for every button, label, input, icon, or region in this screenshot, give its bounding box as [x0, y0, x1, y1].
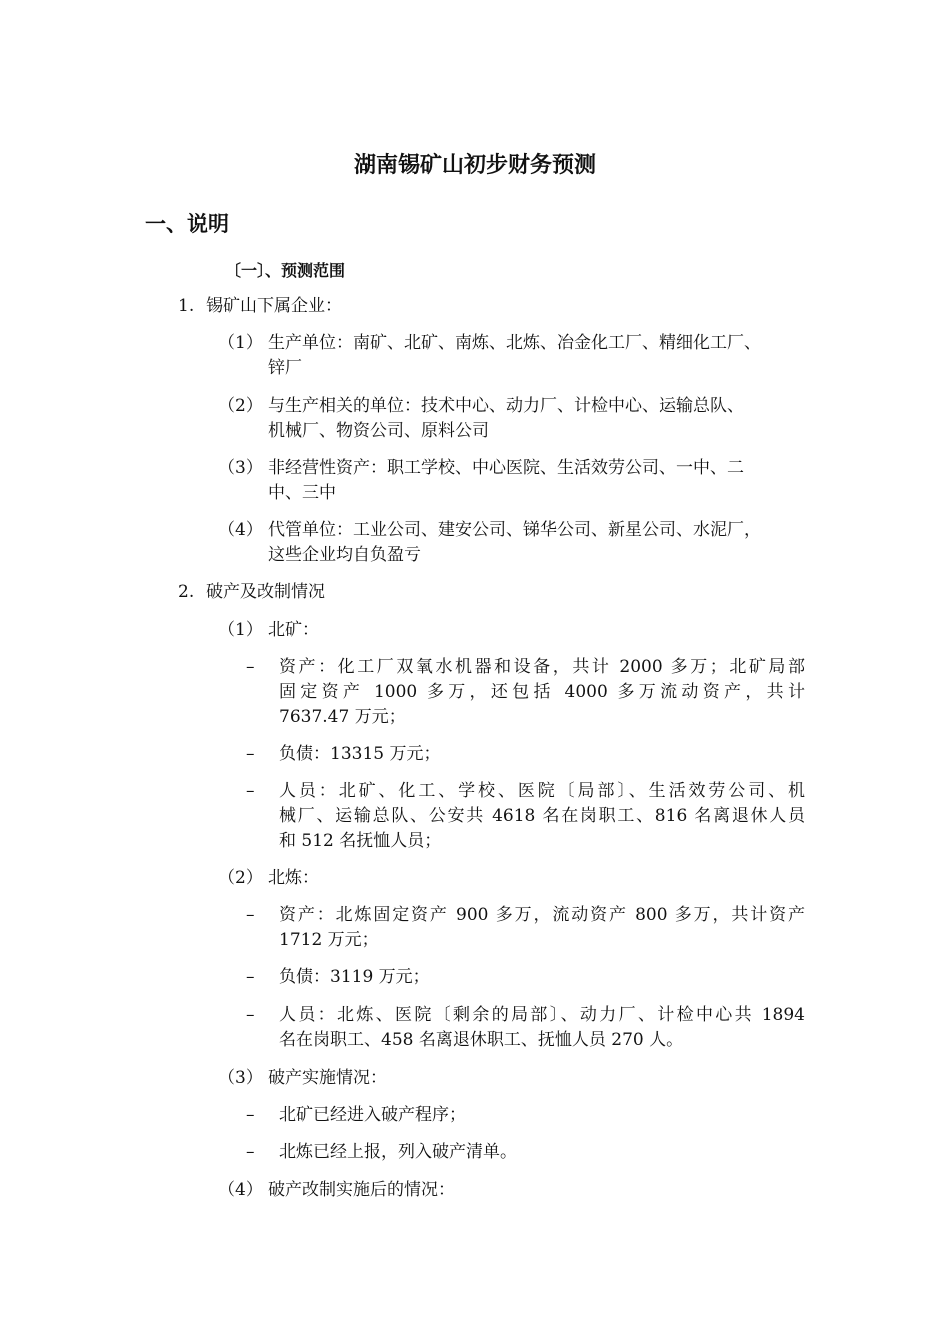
dash-bullet: –	[246, 657, 255, 677]
bullet-text: 资产：化工厂双氧水机器和设备，共计 2000 多万；北矿局部	[279, 657, 805, 677]
subitem-text: 中、三中	[268, 483, 336, 503]
subitem-text: 机械厂、物资公司、原料公司	[268, 421, 489, 441]
subitem-text: 这些企业均自负盈亏	[268, 545, 421, 565]
dash-bullet: –	[246, 1005, 255, 1025]
subitem-marker: （3）	[218, 1068, 263, 1088]
bullet-text: 负债：3119 万元；	[279, 967, 430, 987]
subitem-marker: （4）	[218, 1180, 263, 1200]
bullet-text: 名在岗职工、458 名离退休职工、抚恤人员 270 人。	[279, 1030, 684, 1050]
subitem-marker: （2）	[218, 868, 263, 888]
subitem-marker: （4）	[218, 520, 263, 540]
item-heading: 锡矿山下属企业：	[206, 296, 342, 316]
dash-bullet: –	[246, 905, 255, 925]
subitem-label: 破产实施情况：	[268, 1068, 387, 1088]
subitem-marker: （2）	[218, 396, 263, 416]
subitem-text: 非经营性资产：职工学校、中心医院、生活效劳公司、一中、二	[268, 458, 744, 478]
subitem-marker: （1）	[218, 620, 263, 640]
subitem-text: 锌厂	[268, 358, 302, 378]
subitem-label: 北矿：	[268, 620, 319, 640]
subitem-marker: （3）	[218, 458, 263, 478]
bullet-text: 和 512 名抚恤人员；	[279, 831, 442, 851]
item-heading: 破产及改制情况	[206, 582, 325, 602]
dash-bullet: –	[246, 1105, 255, 1125]
bullet-text: 人员：北炼、医院〔剩余的局部〕、动力厂、计检中心共 1894	[279, 1005, 805, 1025]
subitem-text: 与生产相关的单位：技术中心、动力厂、计检中心、运输总队、	[268, 396, 744, 416]
document-title: 湖南锡矿山初步财务预测	[353, 153, 596, 178]
subitem-label: 破产改制实施后的情况：	[268, 1180, 455, 1200]
bullet-text: 人员：北矿、化工、学校、医院〔局部〕、生活效劳公司、机	[279, 781, 805, 801]
bullet-text: 北矿已经进入破产程序；	[279, 1105, 466, 1125]
subsection-heading: 〔一〕、预测范围	[225, 261, 346, 280]
bullet-text: 北炼已经上报，列入破产清单。	[279, 1142, 517, 1162]
dash-bullet: –	[246, 744, 255, 764]
bullet-text: 资产：北炼固定资产 900 多万，流动资产 800 多万，共计资产	[279, 905, 805, 925]
dash-bullet: –	[246, 781, 255, 801]
bullet-text: 1712 万元；	[279, 930, 379, 950]
section-heading: 一、说明	[145, 212, 229, 236]
bullet-text: 固定资产 1000 多万，还包括 4000 多万流动资产，共计	[279, 682, 805, 702]
subitem-marker: （1）	[218, 333, 263, 353]
subitem-text: 代管单位：工业公司、建安公司、锑华公司、新星公司、水泥厂，	[268, 520, 761, 540]
bullet-text: 负债：13315 万元；	[279, 744, 441, 764]
bullet-text: 械厂、运输总队、公安共 4618 名在岗职工、816 名离退休人员	[279, 806, 805, 826]
bullet-text: 7637.47 万元；	[279, 707, 406, 727]
item-number: 2.	[178, 582, 195, 602]
dash-bullet: –	[246, 967, 255, 987]
dash-bullet: –	[246, 1142, 255, 1162]
subitem-text: 生产单位：南矿、北矿、南炼、北炼、冶金化工厂、精细化工厂、	[268, 333, 761, 353]
subitem-label: 北炼：	[268, 868, 319, 888]
item-number: 1.	[178, 296, 195, 316]
